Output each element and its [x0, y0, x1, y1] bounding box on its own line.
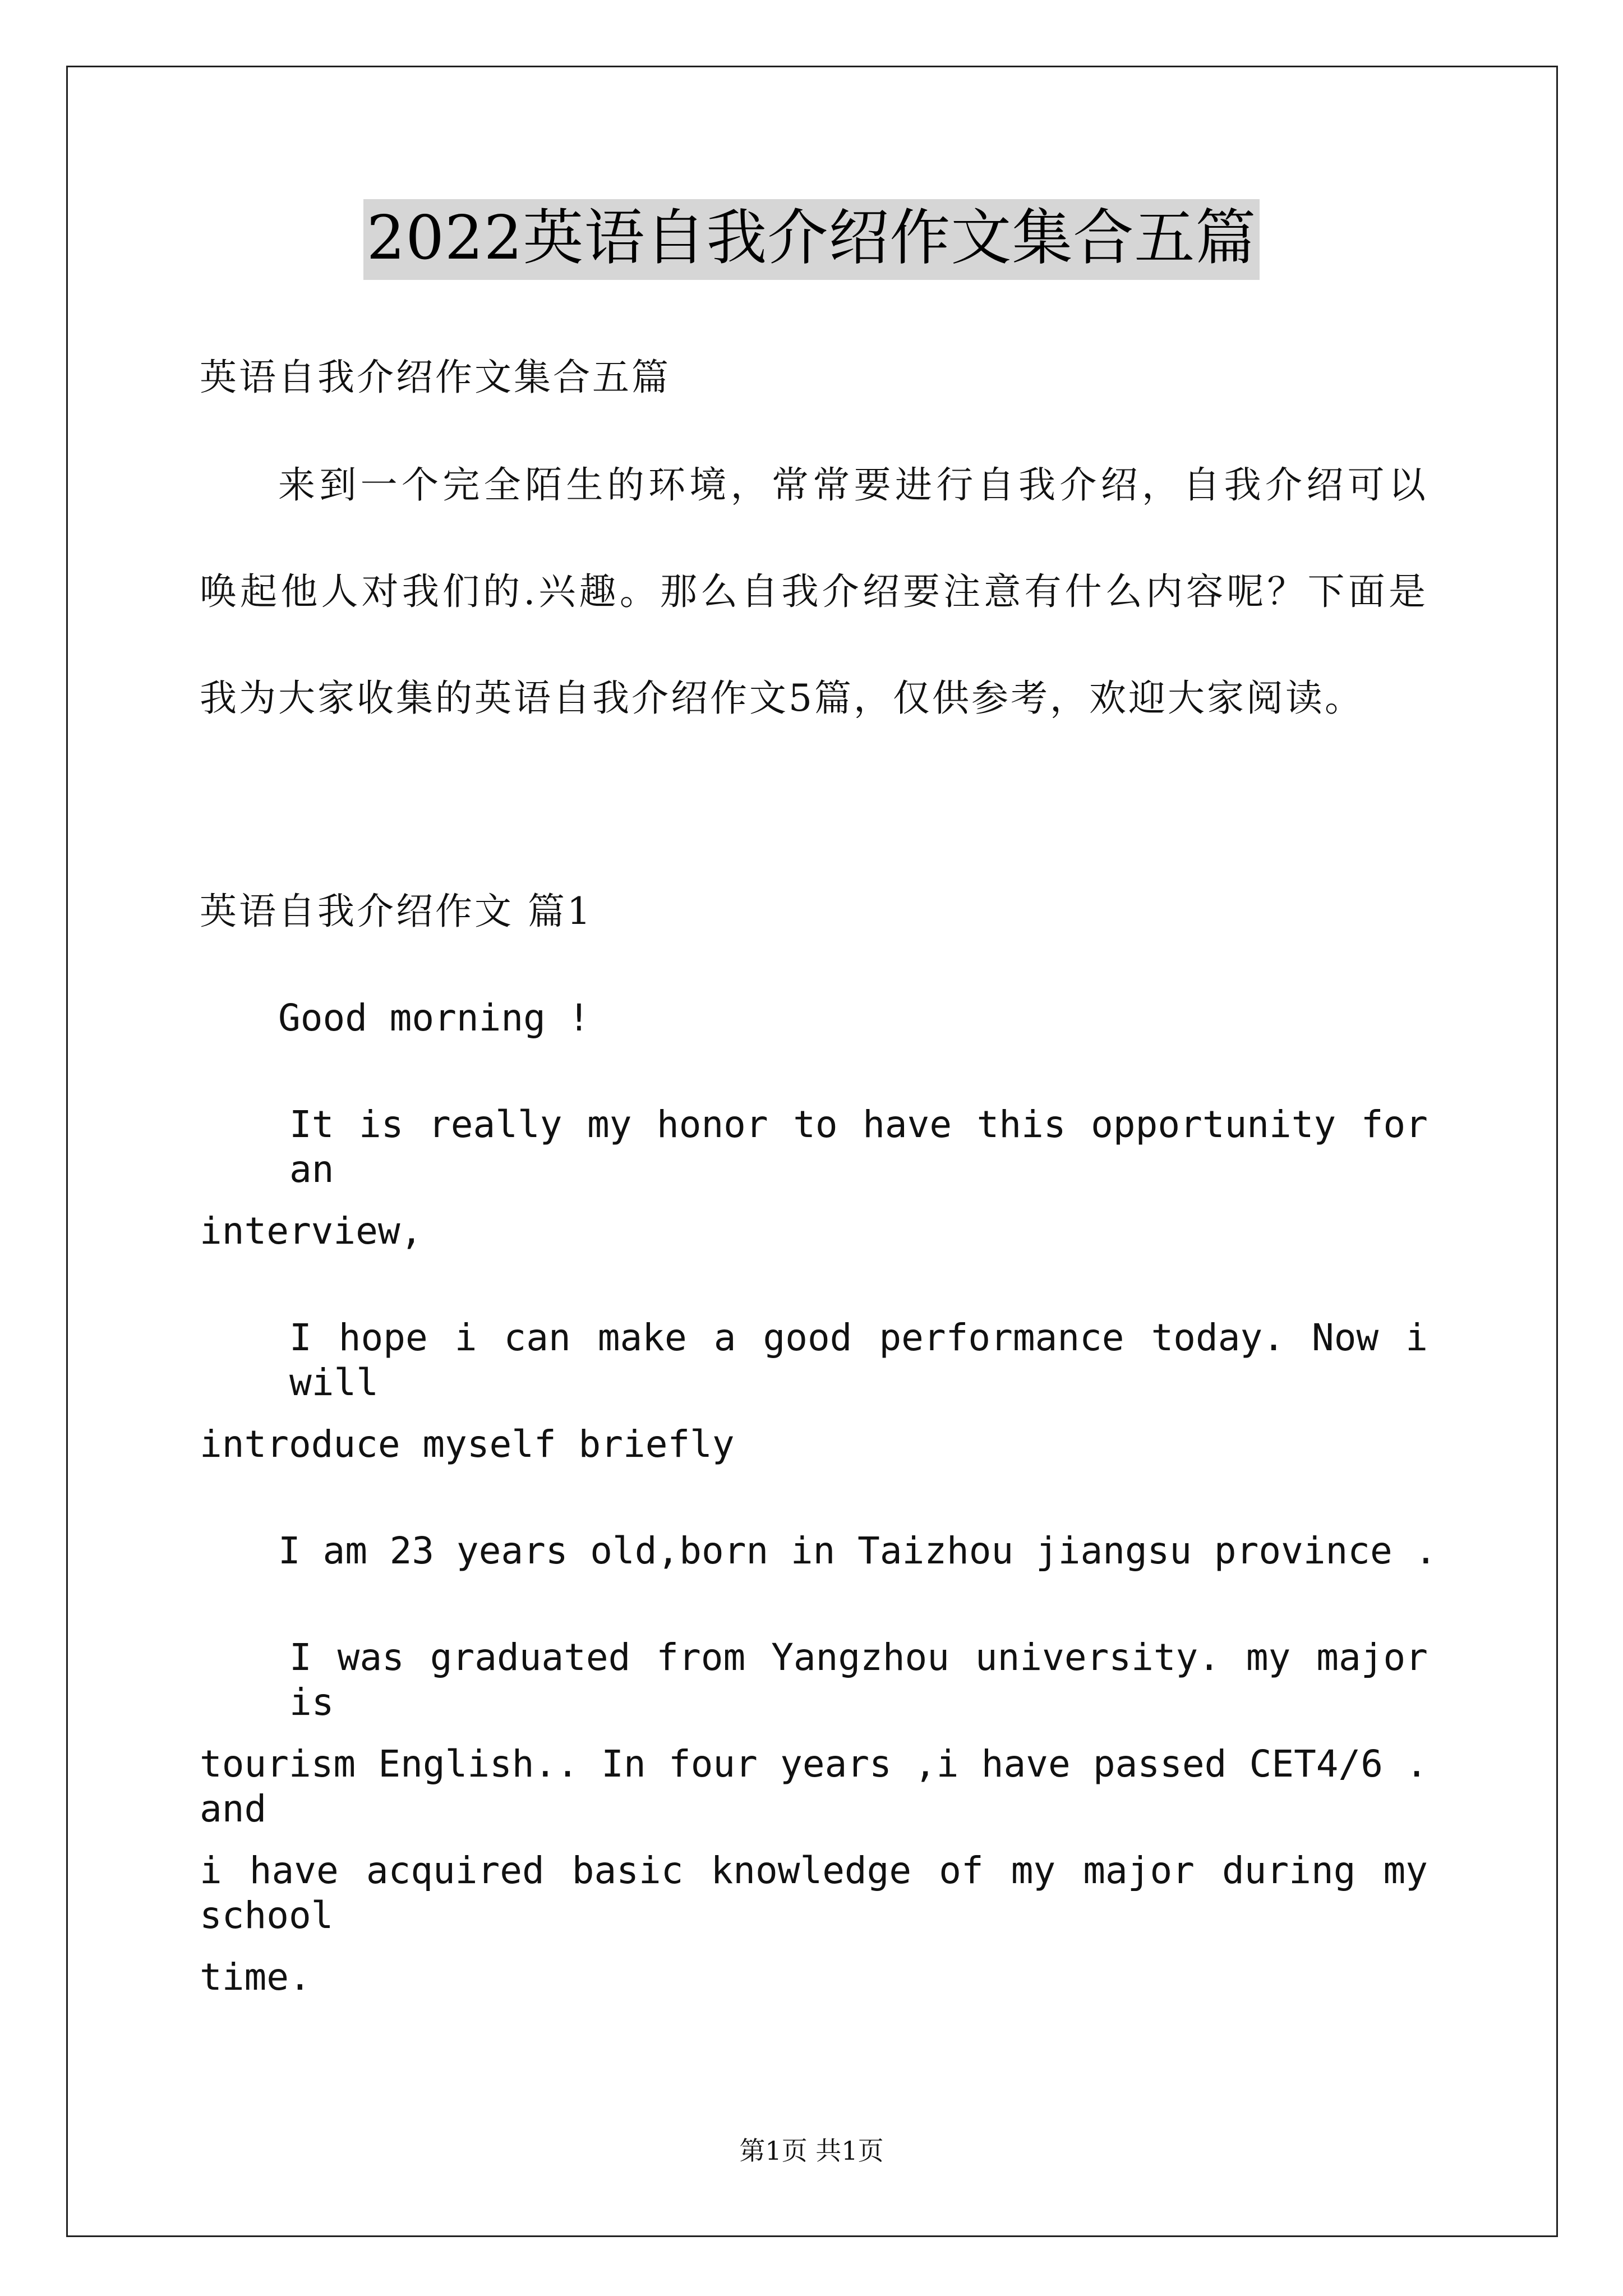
body-line-2: It is really my honor to have this opportunity for an	[289, 1103, 1428, 1191]
document-subtitle: 英语自我介绍作文集合五篇	[200, 356, 671, 399]
intro-line-2: 唤起他人对我们的.兴趣。那么自我介绍要注意有什么内容呢？下面是	[200, 570, 1428, 613]
body-line-1: Good morning !	[278, 996, 591, 1039]
body-line-8: tourism English.. In four years ,i have passed CET4/6 . and	[200, 1742, 1428, 1830]
intro-line-3: 我为大家收集的英语自我介绍作文5篇，仅供参考，欢迎大家阅读。	[200, 677, 1364, 720]
document-title: 2022英语自我介绍作文集合五篇	[363, 199, 1260, 280]
section-heading: 英语自我介绍作文 篇1	[200, 890, 593, 933]
intro-line-1: 来到一个完全陌生的环境，常常要进行自我介绍，自我介绍可以	[278, 463, 1428, 507]
body-line-5: introduce myself briefly	[200, 1423, 735, 1466]
page-footer: 第1页 共1页	[739, 2136, 884, 2166]
body-line-9: i have acquired basic knowledge of my major during my school	[200, 1849, 1428, 1937]
body-line-4: I hope i can make a good performance today. Now i will	[289, 1316, 1428, 1404]
body-line-3: interview,	[200, 1209, 423, 1253]
body-line-10: time.	[200, 1955, 311, 1999]
body-line-7: I was graduated from Yangzhou university. my major is	[289, 1636, 1428, 1724]
body-line-6: I am 23 years old,born in Taizhou jiangsu province .	[278, 1529, 1437, 1572]
title-container	[0, 199, 1623, 280]
